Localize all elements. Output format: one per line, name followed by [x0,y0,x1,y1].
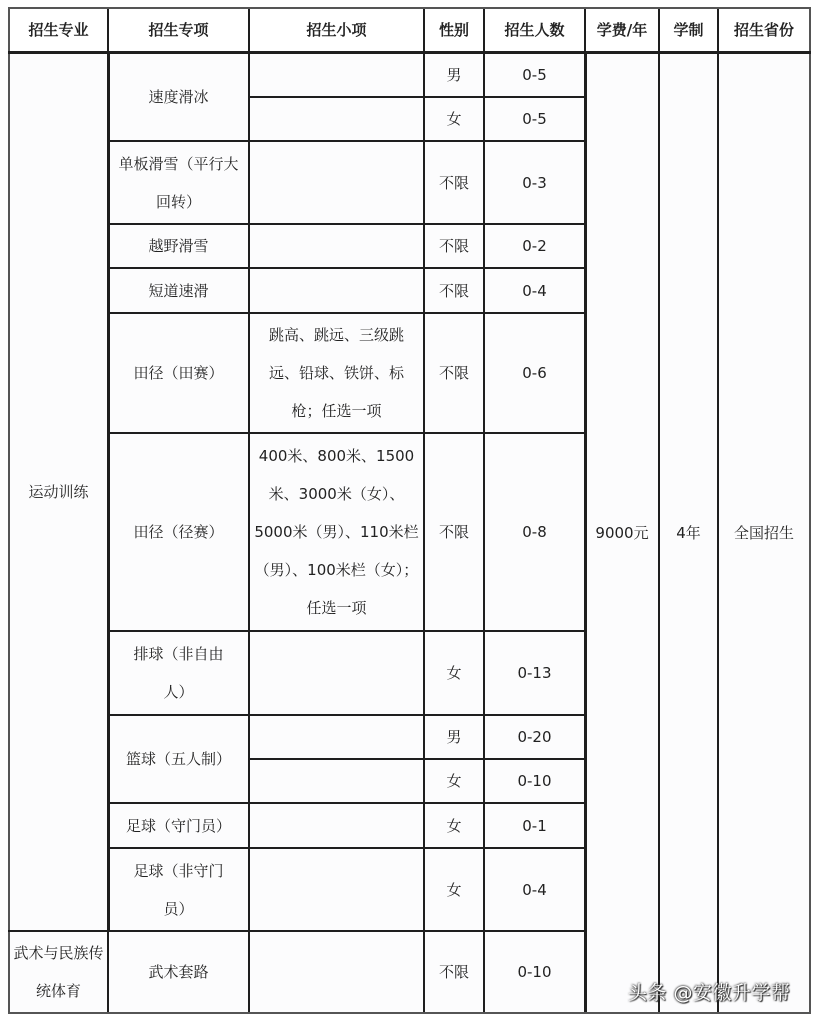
grid-line [483,7,485,1014]
sub-item-cell [249,97,424,141]
count-cell: 0-4 [484,848,585,931]
specialty-cell: 短道速滑 [108,268,249,313]
count-cell: 0-6 [484,313,585,433]
grid-line [8,51,811,54]
count-cell: 0-10 [484,759,585,803]
grid-line [249,96,585,98]
grid-line [108,714,585,716]
sub-item-cell [249,803,424,848]
sub-item-cell [249,631,424,715]
header-count: 招生人数 [484,8,585,52]
header-sub-item: 招生小项 [249,8,424,52]
gender-cell: 男 [424,52,484,97]
sub-item-cell [249,715,424,759]
count-cell: 0-10 [484,931,585,1013]
tuition-cell: 9000元 [585,52,659,1013]
gender-cell: 不限 [424,931,484,1013]
count-cell: 0-1 [484,803,585,848]
specialty-cell: 足球（守门员） [108,803,249,848]
specialty-cell: 田径（径赛） [108,433,249,631]
count-cell: 0-2 [484,224,585,268]
count-cell: 0-4 [484,268,585,313]
grid-line [108,847,585,849]
gender-cell: 女 [424,631,484,715]
count-cell: 0-20 [484,715,585,759]
gender-cell: 不限 [424,313,484,433]
count-cell: 0-3 [484,141,585,224]
count-cell: 0-13 [484,631,585,715]
count-cell: 0-5 [484,97,585,141]
grid-line [108,140,585,142]
grid-line [809,7,811,1014]
sub-item-cell-track-events: 400米、800米、1500米、3000米（女）、5000米（男）、110米栏（男）、100米栏（女）；任选一项 [249,433,424,631]
major-cell-wushu: 武术与民族传统体育 [9,931,108,1013]
sub-item-cell-field-events: 跳高、跳远、三级跳远、铅球、铁饼、标枪；任选一项 [249,313,424,433]
grid-line [717,7,719,1014]
count-cell: 0-5 [484,52,585,97]
grid-line [107,52,110,931]
gender-cell: 不限 [424,224,484,268]
grid-line [108,267,585,269]
gender-cell: 女 [424,759,484,803]
sub-item-cell [249,848,424,931]
specialty-cell: 武术套路 [108,931,249,1013]
grid-line [108,223,585,225]
grid-line [248,7,250,1014]
grid-line [108,802,585,804]
gender-cell: 女 [424,848,484,931]
duration-cell: 4年 [659,52,718,1013]
province-cell: 全国招生 [718,52,810,1013]
sub-item-cell [249,52,424,97]
sub-item-cell [249,141,424,224]
grid-line [108,630,585,632]
grid-line [658,7,660,1014]
header-duration: 学制 [659,8,718,52]
specialty-cell: 足球（非守门员） [108,848,249,931]
specialty-cell: 排球（非自由人） [108,631,249,715]
grid-line [8,1012,811,1014]
grid-line [8,930,585,932]
specialty-cell: 单板滑雪（平行大回转） [108,141,249,224]
header-province: 招生省份 [718,8,810,52]
major-cell-sports-training: 运动训练 [9,52,108,931]
grid-line [249,758,585,760]
count-cell: 0-8 [484,433,585,631]
header-gender: 性别 [424,8,484,52]
specialty-cell: 篮球（五人制） [108,715,249,803]
sub-item-cell [249,268,424,313]
grid-line [8,7,10,1014]
gender-cell: 女 [424,97,484,141]
sub-item-cell [249,931,424,1013]
header-specialty: 招生专项 [108,8,249,52]
gender-cell: 女 [424,803,484,848]
grid-line [423,7,425,1014]
gender-cell: 不限 [424,268,484,313]
header-tuition: 学费/年 [585,8,659,52]
sub-item-cell [249,224,424,268]
specialty-cell: 田径（田赛） [108,313,249,433]
grid-line [108,432,585,434]
specialty-cell: 越野滑雪 [108,224,249,268]
gender-cell: 男 [424,715,484,759]
sub-item-cell [249,759,424,803]
grid-line [584,52,587,1013]
header-major: 招生专业 [9,8,108,52]
gender-cell: 不限 [424,433,484,631]
grid-line [8,7,811,9]
grid-line [108,312,585,314]
watermark: 头条 @安徽升学帮 [628,982,791,1004]
specialty-cell: 速度滑冰 [108,52,249,141]
gender-cell: 不限 [424,141,484,224]
